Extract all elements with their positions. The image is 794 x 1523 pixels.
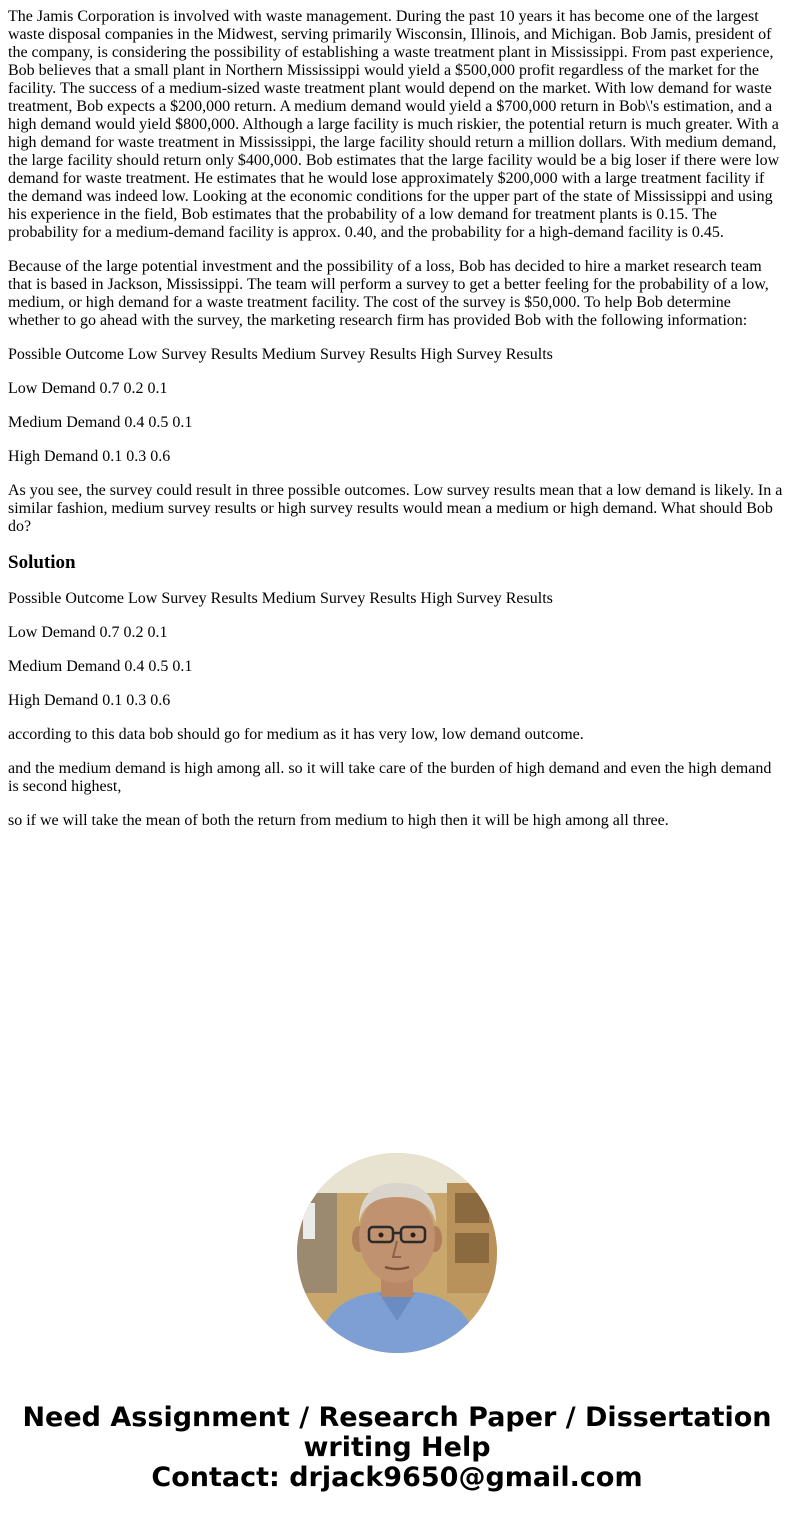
footer-line-2: writing Help	[303, 1432, 491, 1463]
solution-heading: Solution	[8, 552, 76, 573]
question-table-row-high: High Demand 0.1 0.3 0.6	[8, 448, 171, 465]
question-paragraph-1: The Jamis Corporation is involved with waste management. During the past 10 years it has become one of the largest waste disposal companies in the Midwest, serving primarily Wisconsin, Illinois, and Michigan. Bob Jamis, president of the company, is considering the possibility of establishing a waste treatment plant in Mississippi. From past experience, Bob believes that a small plant in Northern Mississippi would yield a $500,000 profit regardless of the market for the facility. The success of a medium-sized waste treatment plant would depend on the market. With low demand for waste treatment, Bob expects a $200,000 return. A medium demand would yield a $700,000 return in Bob\'s estimation, and a high demand would yield $800,000. Although a large facility is much riskier, the potential return is much greater. With a high demand for waste treatment in Mississippi, the large facility should return a million dollars. With medium demand, the large facility should return only $400,000. Bob estimates that the large facility would be a big loser if there were low demand for waste treatment. He estimates that he would lose approximately $200,000 with a large treatment facility if the demand was indeed low. Looking at the economic conditions for the upper part of the state of Mississippi and using his experience in the field, Bob estimates that the probability of a low demand for treatment plants is 0.15. The probability for a medium-demand facility is approx. 0.40, and the probability for a high-demand facility is 0.45.	[8, 8, 780, 241]
contact-footer	[0, 1403, 794, 1493]
solution-table-header: Possible Outcome Low Survey Results Medium Survey Results High Survey Results	[8, 590, 553, 607]
solution-paragraph-3: so if we will take the mean of both the return from medium to high then it will be high among all three.	[8, 812, 669, 829]
solution-table-row-low: Low Demand 0.7 0.2 0.1	[8, 624, 168, 641]
footer-contact-email: Contact: drjack9650@gmail.com	[151, 1462, 643, 1493]
solution-table-row-medium: Medium Demand 0.4 0.5 0.1	[8, 658, 193, 675]
question-table-header: Possible Outcome Low Survey Results Medium Survey Results High Survey Results	[8, 346, 553, 363]
author-photo	[297, 1153, 497, 1353]
solution-table-row-high: High Demand 0.1 0.3 0.6	[8, 692, 171, 709]
person-portrait-icon	[297, 1153, 497, 1353]
footer-line-1: Need Assignment / Research Paper / Dissertation	[22, 1402, 772, 1433]
question-table-row-low: Low Demand 0.7 0.2 0.1	[8, 380, 168, 397]
solution-paragraph-1: according to this data bob should go for medium as it has very low, low demand outcome.	[8, 726, 584, 743]
question-table-row-medium: Medium Demand 0.4 0.5 0.1	[8, 414, 193, 431]
question-paragraph-2: Because of the large potential investment and the possibility of a loss, Bob has decided to hire a market research team that is based in Jackson, Mississippi. The team will perform a survey to get a better feeling for the probability of a low, medium, or high demand for a waste treatment facility. The cost of the survey is $50,000. To help Bob determine whether to go ahead with the survey, the marketing research firm has provided Bob with the following information:	[8, 258, 769, 329]
question-paragraph-3: As you see, the survey could result in three possible outcomes. Low survey results mean that a low demand is likely. In a similar fashion, medium survey results or high survey results would mean a medium or high demand. What should Bob do?	[8, 482, 783, 535]
solution-paragraph-2: and the medium demand is high among all. so it will take care of the burden of high demand and even the high demand is second highest,	[8, 760, 772, 795]
document-content	[8, 8, 784, 846]
